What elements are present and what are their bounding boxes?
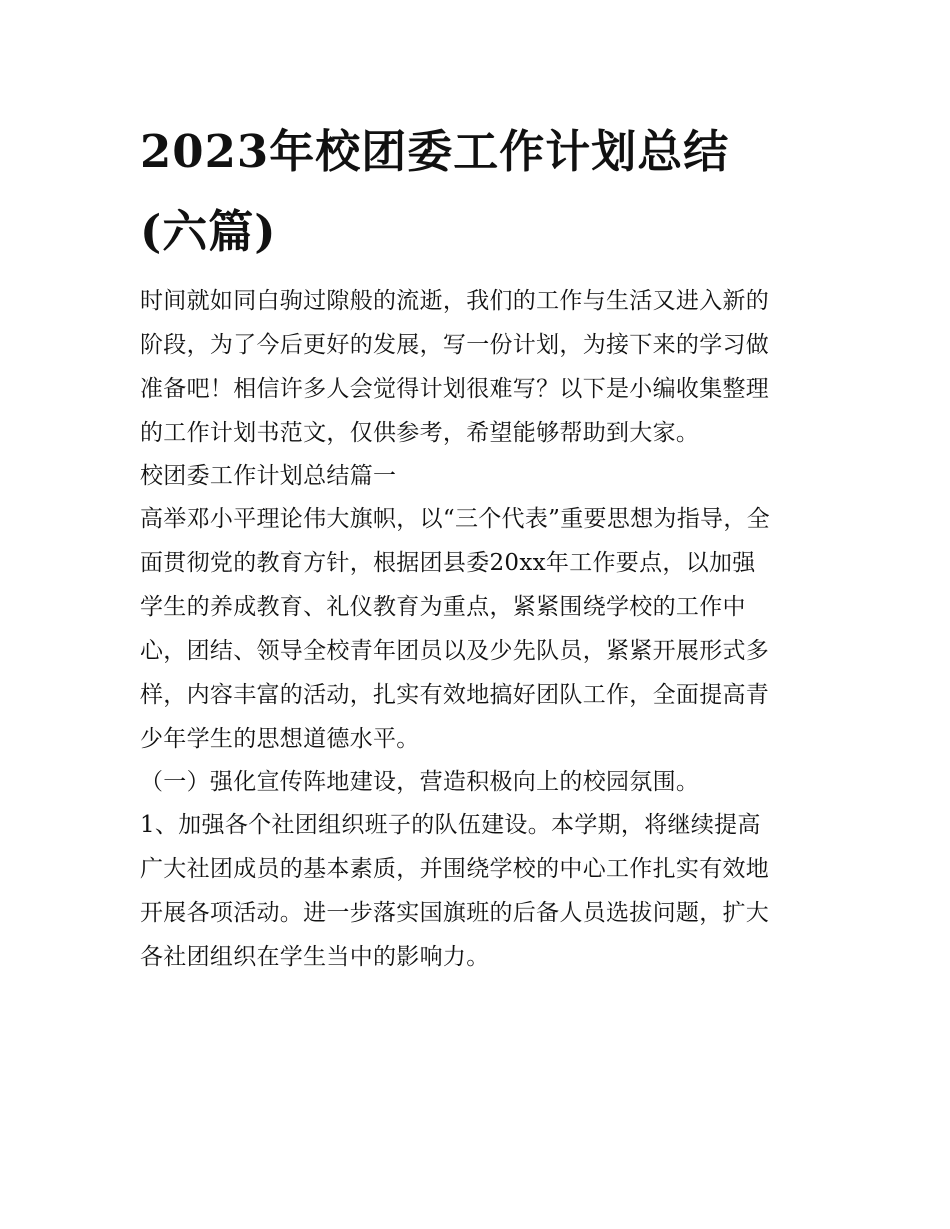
text-line: 时间就如同白驹过隙般的流逝，我们的工作与生活又进入新的: [140, 288, 770, 314]
text-line: 1、加强各个社团组织班子的队伍建设。本学期，将继续提高: [140, 812, 761, 838]
text-line: 面贯彻党的教育方针，根据团县委20xx年工作要点，以加强: [140, 550, 756, 576]
text-line: 开展各项活动。进一步落实国旗班的后备人员选拔问题，扩大: [140, 900, 770, 926]
guiding-paragraph: [140, 497, 820, 761]
text-line: 准备吧！相信许多人会觉得计划很难写？以下是小编收集整理: [140, 376, 770, 402]
subsection-heading-1: [140, 761, 820, 803]
text-line: 阶段，为了今后更好的发展，写一份计划，为接下来的学习做: [140, 332, 770, 358]
text-line: （一）强化宣传阵地建设，营造积极向上的校园氛围。: [140, 769, 700, 795]
text-line: 学生的养成教育、礼仪教育为重点，紧紧围绕学校的工作中: [140, 594, 746, 620]
text-line: 心，团结、领导全校青年团员以及少先队员，紧紧开展形式多: [140, 638, 770, 664]
text-line: 样，内容丰富的活动，扎实有效地搞好团队工作，全面提高青: [140, 682, 770, 708]
document-body: [140, 279, 820, 979]
text-line: 广大社团成员的基本素质，并围绕学校的中心工作扎实有效地: [140, 856, 770, 882]
text-line: 各社团组织在学生当中的影响力。: [140, 944, 490, 970]
text-line: 校团委工作计划总结篇一: [140, 463, 397, 489]
text-line: 的工作计划书范文，仅供参考，希望能够帮助到大家。: [140, 420, 700, 446]
document-title: [140, 112, 820, 272]
title-line-1: 2023年校团委工作计划总结: [140, 125, 730, 178]
item-1-paragraph: [140, 803, 820, 979]
section-heading-1: [140, 455, 820, 497]
intro-paragraph: [140, 279, 820, 455]
text-line: 高举邓小平理论伟大旗帜，以“三个代表”重要思想为指导，全: [140, 506, 770, 532]
text-line: 少年学生的思想道德水平。: [140, 726, 420, 752]
title-line-2: (六篇): [140, 205, 277, 258]
